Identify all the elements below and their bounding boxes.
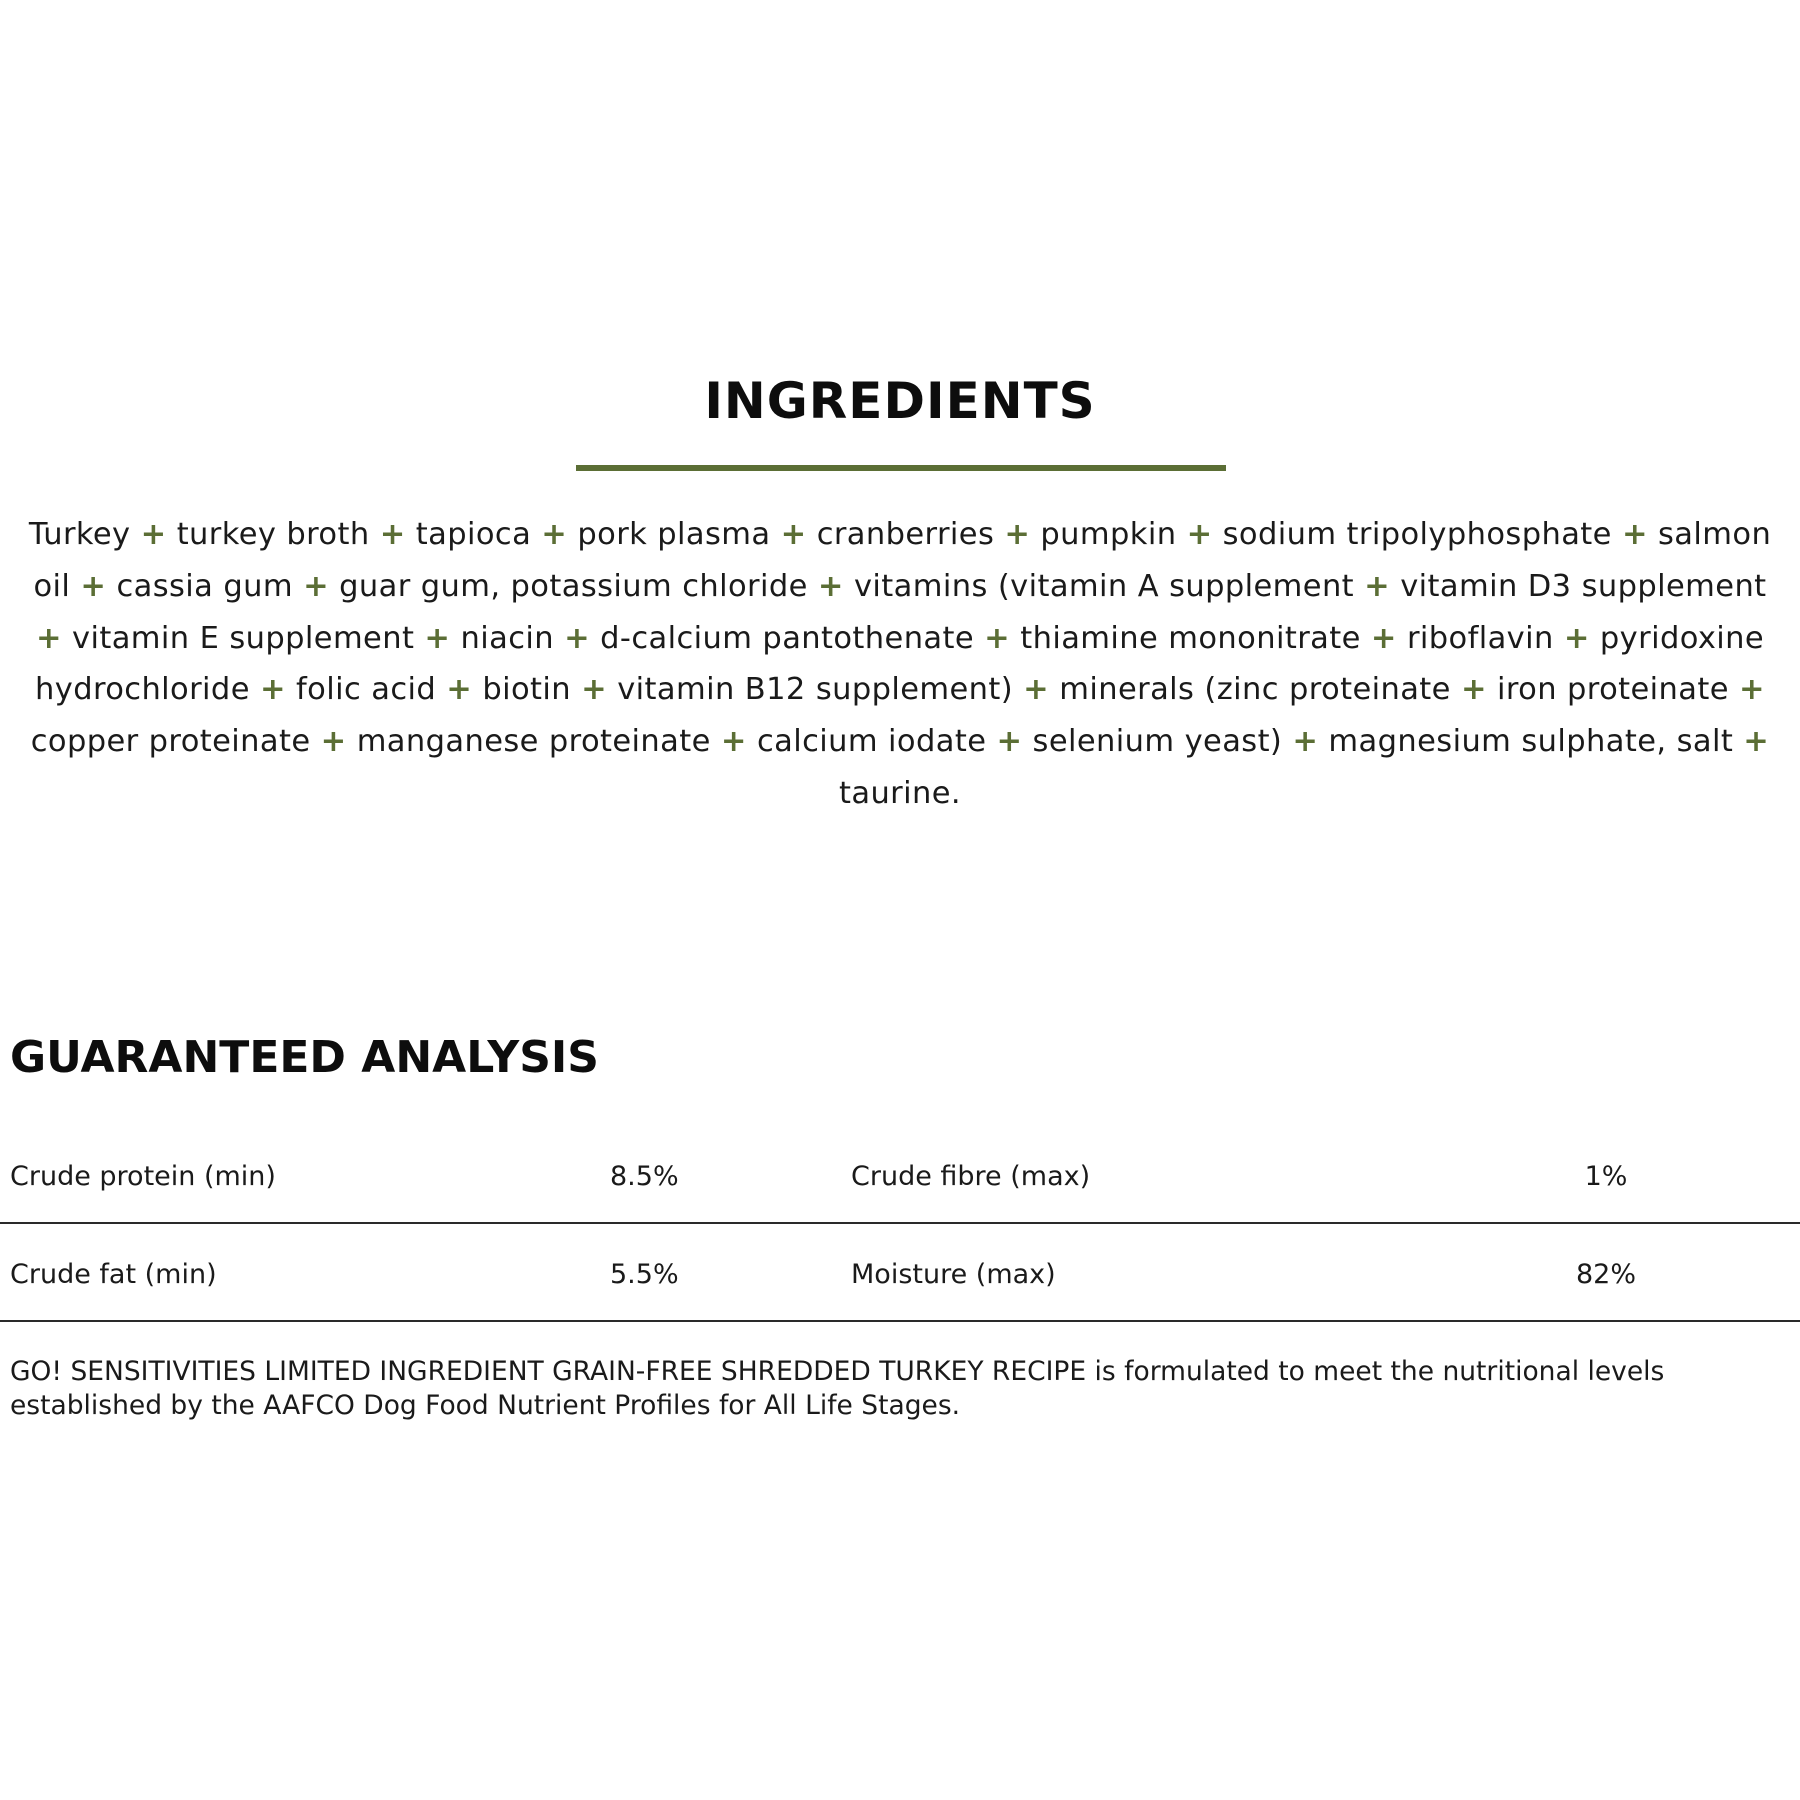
plus-separator: +	[984, 620, 1011, 656]
plus-separator: +	[996, 724, 1023, 760]
ingredient-item: manganese proteinate	[356, 724, 711, 760]
ingredient-item: cranberries	[816, 517, 995, 552]
plus-separator: +	[1364, 568, 1391, 604]
plus-separator: +	[581, 672, 608, 708]
plus-separator: +	[1004, 517, 1031, 552]
plus-separator: +	[720, 724, 747, 760]
analysis-value: 82%	[1575, 1259, 1636, 1290]
ingredient-item: biotin	[482, 672, 572, 708]
guaranteed-analysis-table	[0, 1126, 1800, 1322]
ingredient-item: magnesium sulphate, salt	[1328, 724, 1734, 760]
plus-separator: +	[303, 568, 330, 604]
analysis-label: Crude fat (min)	[10, 1259, 217, 1290]
plus-separator: +	[320, 724, 347, 760]
plus-separator: +	[564, 620, 591, 656]
ingredient-item: selenium yeast)	[1032, 724, 1283, 760]
ingredient-item: vitamin B12 supplement)	[617, 672, 1014, 708]
ingredient-item: iron proteinate	[1497, 672, 1729, 708]
ingredient-item: salmon oil	[33, 517, 1772, 604]
ingredient-item: niacin	[460, 620, 554, 656]
ingredients-title: INGREDIENTS	[704, 372, 1096, 430]
plus-separator: +	[541, 517, 568, 552]
plus-separator: +	[35, 620, 62, 656]
analysis-label: Moisture (max)	[851, 1259, 1056, 1290]
plus-separator: +	[1739, 672, 1765, 708]
plus-separator: +	[1186, 517, 1213, 552]
plus-separator: +	[1460, 672, 1487, 708]
ingredients-list	[20, 509, 1780, 820]
analysis-label: Crude protein (min)	[10, 1161, 276, 1192]
ingredient-item: folic acid	[296, 672, 437, 708]
plus-separator: +	[1023, 672, 1050, 708]
plus-separator: +	[379, 517, 406, 552]
ingredient-item: riboflavin	[1406, 620, 1554, 656]
ingredient-item: vitamins (vitamin A supplement	[853, 568, 1355, 604]
ingredient-item: d-calcium pantothenate	[600, 620, 975, 656]
plus-separator: +	[140, 517, 167, 552]
ingredient-item: tapioca	[415, 517, 532, 552]
ingredient-item: calcium iodate	[756, 724, 987, 760]
ingredient-item: pork plasma	[577, 517, 771, 552]
plus-separator: +	[446, 672, 473, 708]
analysis-value: 1%	[1584, 1161, 1628, 1192]
plus-separator: +	[780, 517, 807, 552]
plus-separator: +	[1292, 724, 1319, 760]
ingredient-item: taurine.	[839, 775, 961, 811]
ingredient-item: pumpkin	[1040, 517, 1177, 552]
plus-separator: +	[817, 568, 844, 604]
analysis-value: 8.5%	[610, 1161, 679, 1192]
ingredient-item: cassia gum	[116, 568, 293, 604]
analysis-value: 5.5%	[610, 1259, 679, 1290]
plus-separator: +	[1621, 517, 1648, 552]
plus-separator: +	[424, 620, 451, 656]
plus-separator: +	[1743, 724, 1770, 760]
ingredient-item: pyridoxine hydrochloride	[35, 620, 1765, 708]
analysis-row	[0, 1224, 1800, 1322]
ingredient-item: Turkey	[28, 517, 131, 552]
ingredient-item: guar gum, potassium chloride	[339, 568, 808, 604]
ingredient-item: copper proteinate	[30, 724, 311, 760]
plus-separator: +	[80, 568, 107, 604]
ingredient-item: turkey broth	[176, 517, 370, 552]
guaranteed-analysis-title: GUARANTEED ANALYSIS	[10, 1032, 599, 1083]
analysis-label: Crude fibre (max)	[851, 1161, 1091, 1192]
aafco-statement: GO! SENSITIVITIES LIMITED INGREDIENT GRAIN-FREE SHREDDED TURKEY RECIPE is formulated to meet the nutritional levels established by the AAFCO Dog Food Nutrient Profiles for All Life Stages.	[10, 1356, 1665, 1421]
ingredient-item: sodium tripolyphosphate	[1222, 517, 1612, 552]
ingredients-title-underline	[576, 465, 1226, 471]
plus-separator: +	[1563, 620, 1590, 656]
plus-separator: +	[1370, 620, 1397, 656]
analysis-row	[0, 1126, 1800, 1224]
ingredient-item: thiamine mononitrate	[1020, 620, 1361, 656]
ingredient-item: vitamin D3 supplement	[1400, 568, 1767, 604]
plus-separator: +	[259, 672, 286, 708]
ingredient-item: vitamin E supplement	[72, 620, 415, 656]
ingredient-item: minerals (zinc proteinate	[1059, 672, 1451, 708]
